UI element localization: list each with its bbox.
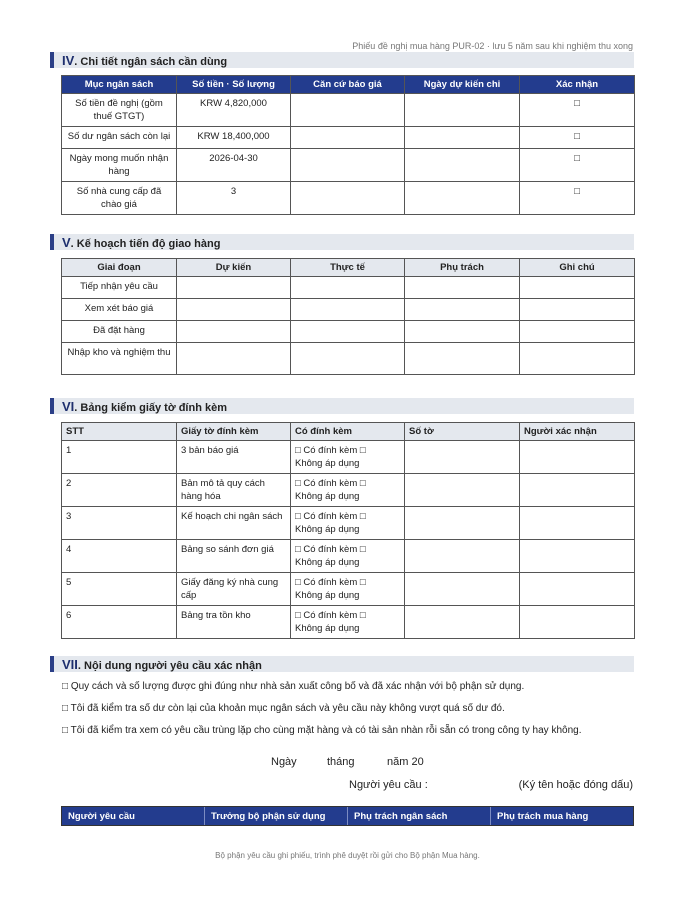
budget-item: Số nhà cung cấp đã chào giá [62,182,177,215]
confirm-checkbox[interactable]: □ [520,127,635,149]
confirm-checkbox[interactable]: □ [520,182,635,215]
row-number: 6 [62,606,177,639]
quote-basis-cell[interactable] [291,127,405,149]
planned-cell[interactable] [177,299,291,321]
planned-cell[interactable] [177,343,291,375]
table-row [62,343,635,375]
section-iv-numeral: IV [62,53,75,68]
table-row [62,149,635,182]
stage-label: Xem xét báo giá [62,299,177,321]
col-header: Có đính kèm [291,423,405,441]
expected-date-cell[interactable] [405,182,520,215]
table-row [62,540,635,573]
section-accent-bar [50,234,54,250]
section-vii-header: VII. Nội dung người yêu cầu xác nhận [50,656,634,672]
section-accent-bar [50,656,54,672]
actual-cell[interactable] [291,299,405,321]
date-year-label: năm 20 [387,756,424,768]
row-number: 5 [62,573,177,606]
budget-amount: 3 [177,182,291,215]
table-row [62,321,635,343]
table-row [62,507,635,540]
attached-checkbox[interactable]: □ Có đính kèm □ Không áp dụng [291,573,405,606]
schedule-table [61,258,635,375]
col-header: Dự kiến [177,259,291,277]
budget-item: Số tiền đề nghị (gồm thuế GTGT) [62,94,177,127]
col-header: Ghi chú [520,259,635,277]
role-purchasing: Phụ trách mua hàng [497,811,589,822]
actual-cell[interactable] [291,277,405,299]
col-header: Phụ trách [405,259,520,277]
budget-table [61,75,635,215]
col-header: Số tờ [405,423,520,441]
table-row [62,182,635,215]
planned-cell[interactable] [177,277,291,299]
table-row [62,127,635,149]
expected-date-cell[interactable] [405,94,520,127]
quote-basis-cell[interactable] [291,94,405,127]
attached-checkbox[interactable]: □ Có đính kèm □ Không áp dụng [291,474,405,507]
budget-amount: 2026-04-30 [177,149,291,182]
attached-checkbox[interactable]: □ Có đính kèm □ Không áp dụng [291,441,405,474]
section-vi-header: VI. Bảng kiểm giấy tờ đính kèm [50,398,634,414]
page-count-cell[interactable] [405,540,520,573]
col-header: STT [62,423,177,441]
note-cell[interactable] [520,277,635,299]
note-cell[interactable] [520,299,635,321]
table-row [62,299,635,321]
role-requester: Người yêu cầu [62,807,205,825]
footer-instruction: Bộ phận yêu cầu ghi phiếu, trình phê duyệt rồi gửi cho Bộ phận Mua hàng. [215,851,480,860]
table-row [62,94,635,127]
date-month-label: tháng [327,756,355,768]
col-header: Mục ngân sách [62,76,177,94]
table-row [62,474,635,507]
date-day-label: Ngày [271,756,297,768]
form-code-note: Phiếu đề nghị mua hàng PUR-02 · lưu 5 năm sau khi nghiệm thu xong [352,41,633,51]
confirm-item-duplicate[interactable]: □ Tôi đã kiểm tra xem có yêu cầu trùng lặp cho cùng mặt hàng và có tài sản nhàn rỗi sẵn có trong công ty hay không. [62,725,582,736]
section-accent-bar [50,398,54,414]
attached-checkbox[interactable]: □ Có đính kèm □ Không áp dụng [291,606,405,639]
budget-item: Ngày mong muốn nhận hàng [62,149,177,182]
note-cell[interactable] [520,343,635,375]
attached-checkbox[interactable]: □ Có đính kèm □ Không áp dụng [291,507,405,540]
col-header: Số tiền · Số lượng [177,76,291,94]
attachments-table [61,422,635,639]
quote-basis-cell[interactable] [291,149,405,182]
section-v-numeral: V [62,235,71,250]
confirm-checkbox[interactable]: □ [520,94,635,127]
stage-label: Đã đặt hàng [62,321,177,343]
section-v-header: V. Kế hoạch tiến độ giao hàng [50,234,634,250]
col-header: Căn cứ báo giá [291,76,405,94]
stage-label: Tiếp nhận yêu cầu [62,277,177,299]
row-number: 3 [62,507,177,540]
section-vi-numeral: VI [62,399,75,414]
verifier-cell[interactable] [520,441,635,474]
budget-item: Số dư ngân sách còn lại [62,127,177,149]
col-header: Giai đoạn [62,259,177,277]
table-row [62,606,635,639]
page-count-cell[interactable] [405,507,520,540]
signature-note: (Ký tên hoặc đóng dấu) [518,779,633,791]
planned-cell[interactable] [177,321,291,343]
attached-checkbox[interactable]: □ Có đính kèm □ Không áp dụng [291,540,405,573]
document-name: Giấy đăng ký nhà cung cấp [177,573,291,606]
section-iv-title: Chi tiết ngân sách cần dùng [80,56,228,68]
page-count-cell[interactable] [405,573,520,606]
row-number: 2 [62,474,177,507]
table-row [62,277,635,299]
budget-amount: KRW 4,820,000 [177,94,291,127]
owner-cell[interactable] [405,299,520,321]
table-row [62,441,635,474]
section-vii-numeral: VII [62,657,78,672]
role-budget-officer: Phụ trách ngân sách [348,807,491,825]
section-iv-header: IV. Chi tiết ngân sách cần dùng [50,52,634,68]
note-cell[interactable] [520,321,635,343]
section-accent-bar [50,52,54,68]
document-name: Bảng tra tồn kho [177,606,291,639]
expected-date-cell[interactable] [405,149,520,182]
verifier-cell[interactable] [520,474,635,507]
document-name: Bảng so sánh đơn giá [177,540,291,573]
confirm-checkbox[interactable]: □ [520,149,635,182]
approval-roles-bar [61,806,634,826]
document-name: 3 bản báo giá [177,441,291,474]
owner-cell[interactable] [405,321,520,343]
quote-basis-cell[interactable] [291,182,405,215]
page-count-cell[interactable] [405,474,520,507]
verifier-cell[interactable] [520,606,635,639]
verifier-cell[interactable] [520,507,635,540]
actual-cell[interactable] [291,321,405,343]
section-vii-title: Nội dung người yêu cầu xác nhận [84,660,262,672]
col-header: Xác nhận [520,76,635,94]
page-count-cell[interactable] [405,606,520,639]
verifier-cell[interactable] [520,540,635,573]
owner-cell[interactable] [405,277,520,299]
expected-date-cell[interactable] [405,127,520,149]
verifier-cell[interactable] [520,573,635,606]
col-header: Thực tế [291,259,405,277]
row-number: 4 [62,540,177,573]
section-vi-title: Bảng kiểm giấy tờ đính kèm [80,402,227,414]
table-row [62,573,635,606]
document-name: Bản mô tả quy cách hàng hóa [177,474,291,507]
page-count-cell[interactable] [405,441,520,474]
budget-amount: KRW 18,400,000 [177,127,291,149]
col-header: Giấy tờ đính kèm [177,423,291,441]
actual-cell[interactable] [291,343,405,375]
col-header: Ngày dự kiến chi [405,76,520,94]
requester-label: Người yêu cầu : [349,779,428,791]
document-name: Kế hoạch chi ngân sách [177,507,291,540]
col-header: Người xác nhận [520,423,635,441]
confirm-item-budget[interactable]: □ Tôi đã kiểm tra số dư còn lại của khoản mục ngân sách và yêu cầu này không vượt quá số dư đó. [62,703,505,714]
confirm-item-spec[interactable]: □ Quy cách và số lượng được ghi đúng như nhà sản xuất công bố và đã xác nhận với bộ phận sử dụng. [62,681,525,692]
row-number: 1 [62,441,177,474]
owner-cell[interactable] [405,343,520,375]
role-dept-head: Trưởng bộ phận sử dụng [205,807,348,825]
stage-label: Nhập kho và nghiệm thu [62,343,177,375]
section-v-title: Kế hoạch tiến độ giao hàng [76,238,221,250]
